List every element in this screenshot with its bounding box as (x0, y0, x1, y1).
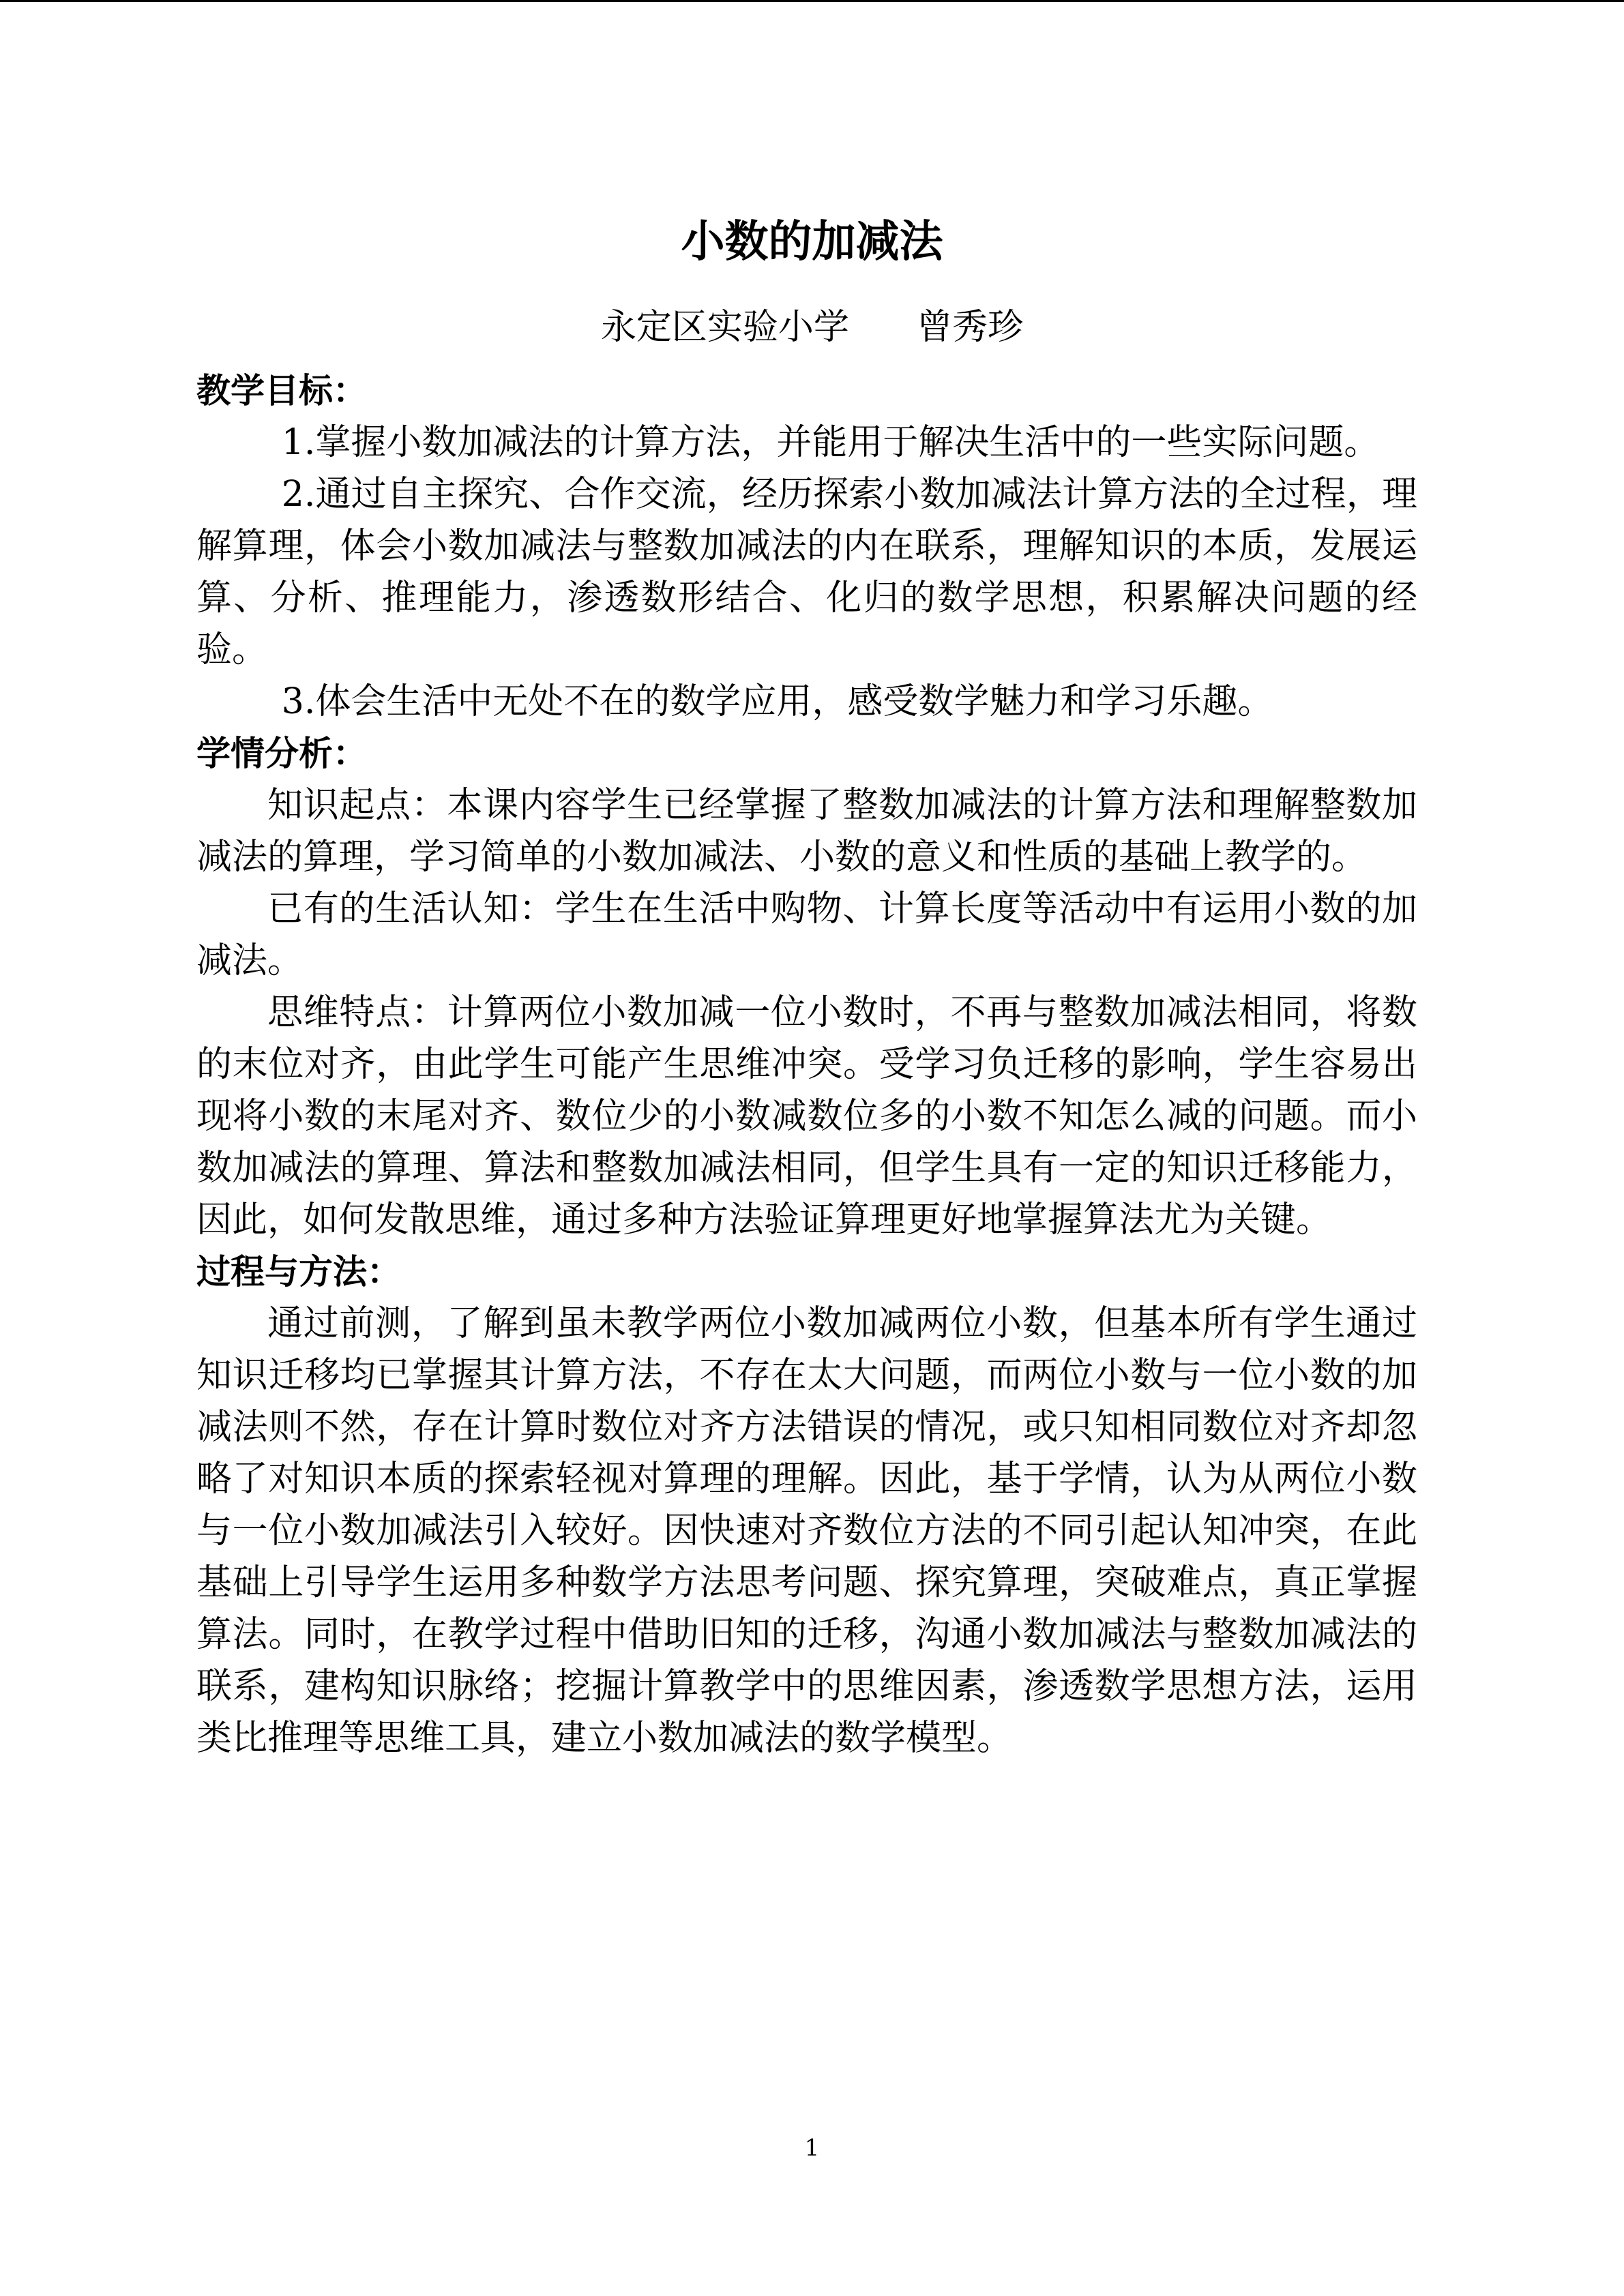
process-paragraph: 通过前测，了解到虽未教学两位小数加减两位小数，但基本所有学生通过知识迁移均已掌握其计算方法，不存在太大问题，而两位小数与一位小数的加减法则不然，存在计算时数位对齐方法错误的情况，或只知相同数位对齐却忽略了对知识本质的探索轻视对算理的理解。因此，基于学情，认为从两位小数与一位小数加减法引入较好。因快速对齐数位方法的不同引起认知冲突，在此基础上引导学生运用多种数学方法思考问题、探究算理，突破难点，真正掌握算法。同时，在教学过程中借助旧知的迁移，沟通小数加减法与整数加减法的联系，建构知识脉络；挖掘计算教学中的思维因素，渗透数学思想方法，运用类比推理等思维工具，建立小数加减法的数学模型。 (196, 1303, 1417, 1759)
section-heading-process: 过程与方法： (196, 1252, 401, 1292)
goal-item: 2.通过自主探究、合作交流，经历探索小数加减法计算方法的全过程，理解算理，体会小数加减法与整数加减法的内在联系，理解知识的本质，发展运算、分析、推理能力，渗透数形结合、化归的数学思想，积累解决问题的经验。 (196, 474, 1417, 670)
document-body (196, 365, 1417, 1764)
document-title: 小数的加减法 (681, 217, 943, 267)
section-heading-analysis: 学情分析： (196, 734, 367, 773)
goal-item: 3.体会生活中无处不在的数学应用，感受数学魅力和学习乐趣。 (281, 681, 1273, 722)
author-line: 永定区实验小学 曾秀珍 (600, 307, 1024, 348)
analysis-paragraph: 思维特点：计算两位小数加减一位小数时，不再与整数加减法相同，将数的末位对齐，由此学生可能产生思维冲突。受学习负迁移的影响，学生容易出现将小数的末尾对齐、数位少的小数减数位多的小数不知怎么减的问题。而小数加减法的算理、算法和整数加减法相同，但学生具有一定的知识迁移能力，因此，如何发散思维，通过多种方法验证算理更好地掌握算法尤为关键。 (196, 992, 1417, 1240)
goal-item: 1.掌握小数加减法的计算方法，并能用于解决生活中的一些实际问题。 (281, 422, 1380, 463)
analysis-paragraph: 知识起点：本课内容学生已经掌握了整数加减法的计算方法和理解整数加减法的算理，学习简单的小数加减法、小数的意义和性质的基础上教学的。 (196, 785, 1417, 878)
top-border-line (0, 0, 1624, 2)
analysis-paragraph: 已有的生活认知：学生在生活中购物、计算长度等活动中有运用小数的加减法。 (196, 889, 1417, 981)
section-heading-goals: 教学目标： (196, 371, 367, 411)
page-number: 1 (804, 2134, 820, 2162)
